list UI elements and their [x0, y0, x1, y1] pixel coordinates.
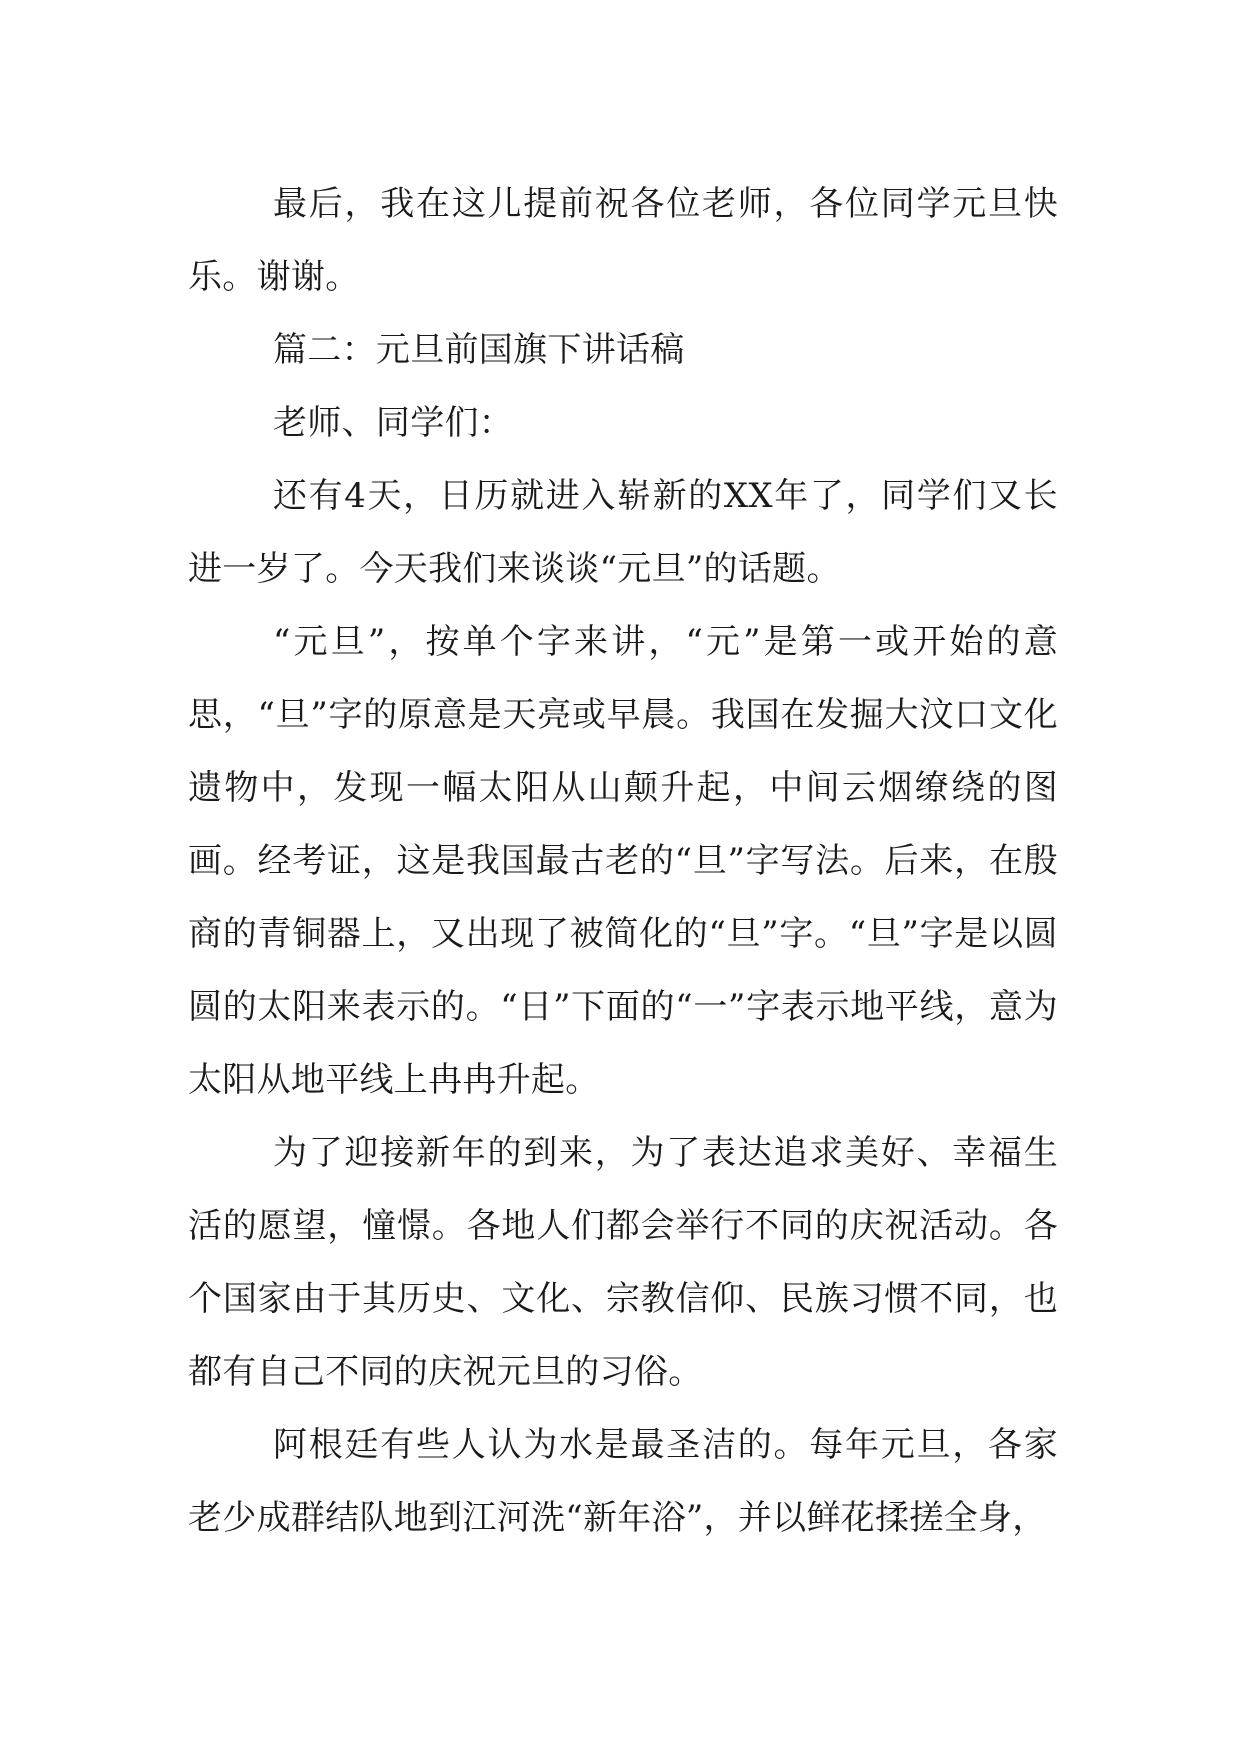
document-body	[188, 168, 1058, 1555]
body-paragraph: 阿根廷有些人认为水是最圣洁的。每年元旦，各家老少成群结队地到江河洗“新年浴”，并以鲜花揉搓全身，	[188, 1425, 1058, 1538]
body-paragraph: 还有4天，日历就进入崭新的XX年了，同学们又长进一岁了。今天我们来谈谈“元旦”的话题。	[188, 476, 1058, 589]
closing-paragraph: 最后，我在这儿提前祝各位老师，各位同学元旦快乐。谢谢。	[188, 184, 1058, 297]
body-paragraph: 为了迎接新年的到来，为了表达追求美好、幸福生活的愿望，憧憬。各地人们都会举行不同的庆祝活动。各个国家由于其历史、文化、宗教信仰、民族习惯不同，也都有自己不同的庆祝元旦的习俗。	[188, 1133, 1058, 1392]
salutation: 老师、同学们：	[273, 403, 514, 443]
section-title: 篇二：元旦前国旗下讲话稿	[273, 330, 685, 370]
body-paragraph: “元旦”，按单个字来讲，“元”是第一或开始的意思，“旦”字的原意是天亮或早晨。我国在发掘大汶口文化遗物中，发现一幅太阳从山颠升起，中间云烟缭绕的图画。经考证，这是我国最古老的“旦”字写法。后来，在殷商的青铜器上，又出现了被简化的“旦”字。“旦”字是以圆圆的太阳来表示的。“日”下面的“一”字表示地平线，意为太阳从地平线上冉冉升起。	[188, 622, 1058, 1100]
